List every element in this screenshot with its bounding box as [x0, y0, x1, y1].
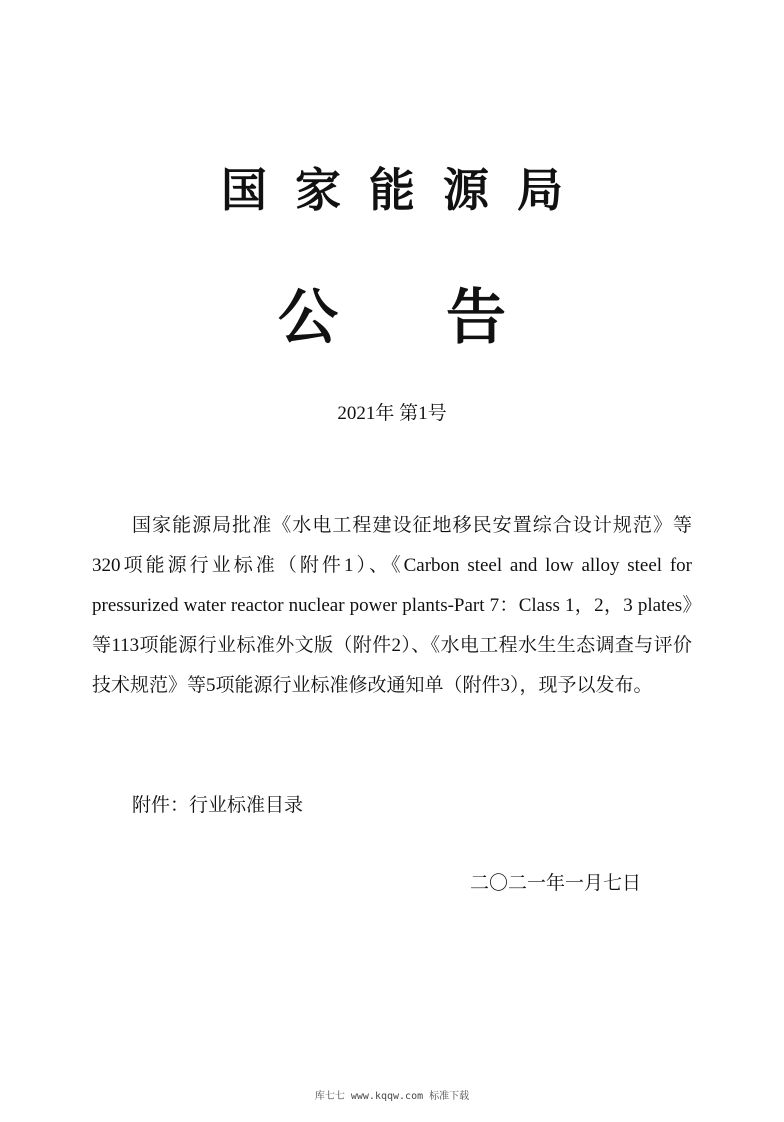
footer-watermark: 库七七 www.kqqw.com 标准下载 [314, 1091, 470, 1102]
attachment-line: 附件：行业标准目录 [132, 795, 304, 816]
announcement-body: 国家能源局批准《水电工程建设征地移民安置综合设计规范》等320项能源行业标准（附件1）、《Carbon steel and low alloy steel for pressurized water reactor nuclear power plants-Part 7：Class 1，2，3 plates》等113项能源行业标准外文版（附件2）、《水电工程水生生态调查与评价技术规范》等5项能源行业标准修改通知单（附件3），现予以发布。 [92, 515, 692, 696]
document-number: 2021年 第1号 [337, 403, 447, 424]
issue-date: 二〇二一年一月七日 [470, 873, 642, 894]
organization-title: 国家能源局 [221, 163, 591, 217]
document-type-heading: 公告 [278, 283, 614, 353]
